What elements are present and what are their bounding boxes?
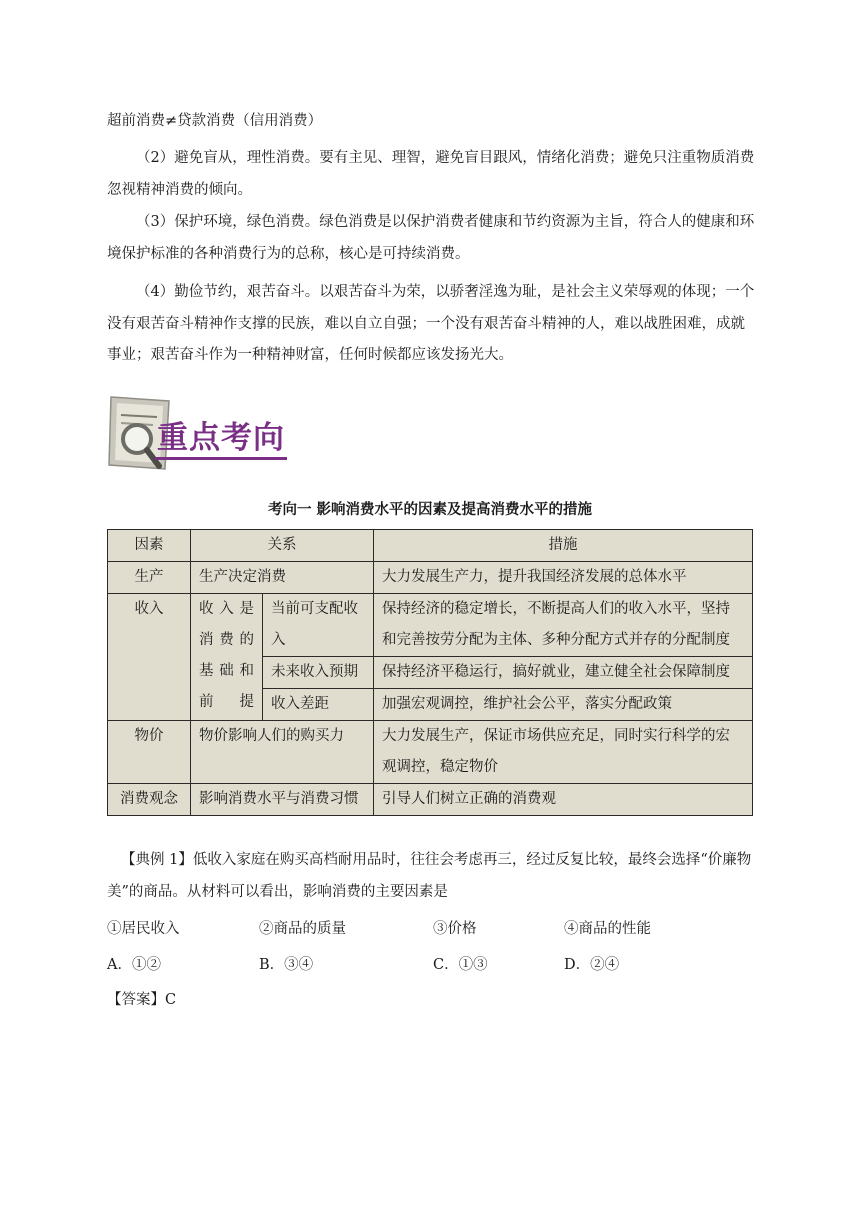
paragraph-rational: （2）避免盲从，理性消费。要有主见、理智，避免盲目跟风，情绪化消费；避免只注重物质消费忽视精神消费的倾向。 bbox=[107, 150, 755, 198]
measure-price: 大力发展生产，保证市场供应充足，同时实行科学的宏观调控，稳定物价 bbox=[374, 721, 753, 784]
relation-production: 生产决定消费 bbox=[191, 562, 374, 594]
factor-income: 收入 bbox=[108, 594, 191, 721]
measure-income-expected: 保持经济平稳运行，搞好就业，建立健全社会保障制度 bbox=[374, 657, 753, 689]
table-row bbox=[108, 784, 753, 816]
item-4: ④商品的性能 bbox=[564, 921, 651, 937]
table-header-row bbox=[108, 530, 753, 562]
answer bbox=[107, 984, 176, 1016]
income-sub-expected: 未来收入预期 bbox=[263, 657, 374, 689]
table-row bbox=[108, 594, 753, 657]
factor-table bbox=[107, 529, 753, 816]
measure-income-current: 保持经济的稳定增长，不断提高人们的收入水平，坚持和完善按劳分配为主体、多种分配方式并存的分配制度 bbox=[374, 594, 753, 657]
paragraph-green: （3）保护环境，绿色消费。绿色消费是以保护消费者健康和节约资源为主旨，符合人的健康和环境保护标准的各种消费行为的总称，核心是可持续消费。 bbox=[107, 214, 755, 262]
item-3: ③价格 bbox=[433, 921, 477, 937]
header-measure: 措施 bbox=[374, 530, 753, 562]
item-2: ②商品的质量 bbox=[259, 921, 346, 937]
answer-value: C bbox=[165, 992, 177, 1008]
choice-b: B．③④ bbox=[259, 957, 314, 973]
factor-price: 物价 bbox=[108, 721, 191, 784]
relation-concept: 影响消费水平与消费习惯 bbox=[191, 784, 374, 816]
relation-price: 物价影响人们的购买力 bbox=[191, 721, 374, 784]
measure-production: 大力发展生产力，提升我国经济发展的总体水平 bbox=[374, 562, 753, 594]
choice-a: A．①② bbox=[107, 957, 161, 973]
measure-concept: 引导人们树立正确的消费观 bbox=[374, 784, 753, 816]
table-row bbox=[108, 562, 753, 594]
income-sub-gap: 收入差距 bbox=[263, 689, 374, 721]
choice-c: C．①③ bbox=[433, 957, 488, 973]
example-question bbox=[107, 845, 757, 908]
header-relation: 关系 bbox=[191, 530, 374, 562]
table-row bbox=[108, 721, 753, 784]
example-tag: 【典例 1】 bbox=[121, 852, 193, 868]
factor-concept: 消费观念 bbox=[108, 784, 191, 816]
header-factor: 因素 bbox=[108, 530, 191, 562]
relation-income: 收入是消费的基础和前提 bbox=[191, 594, 263, 721]
answer-tag: 【答案】 bbox=[107, 992, 165, 1008]
paragraph-note: 超前消费≠贷款消费（信用消费） bbox=[107, 113, 323, 129]
section-title: 重点考向 bbox=[155, 419, 287, 460]
paragraph-thrift: （4）勤俭节约，艰苦奋斗。以艰苦奋斗为荣，以骄奢淫逸为耻，是社会主义荣辱观的体现；一个没有艰苦奋斗精神作支撑的民族，难以自立自强；一个没有艰苦奋斗精神的人，难以战胜困难，成就事业；艰苦奋斗作为一种精神财富，任何时候都应该发扬光大。 bbox=[107, 284, 755, 363]
choice-d: D．②④ bbox=[564, 957, 620, 973]
table-title: 考向一 影响消费水平的因素及提高消费水平的措施 bbox=[267, 501, 593, 518]
item-1: ①居民收入 bbox=[107, 921, 180, 937]
example-question-text: 低收入家庭在购买高档耐用品时，往往会考虑再三，经过反复比较，最终会选择“价廉物美”的商品。从材料可以看出，影响消费的主要因素是 bbox=[107, 852, 752, 900]
measure-income-gap: 加强宏观调控，维护社会公平，落实分配政策 bbox=[374, 689, 753, 721]
factor-production: 生产 bbox=[108, 562, 191, 594]
income-sub-current: 当前可支配收入 bbox=[263, 594, 374, 657]
